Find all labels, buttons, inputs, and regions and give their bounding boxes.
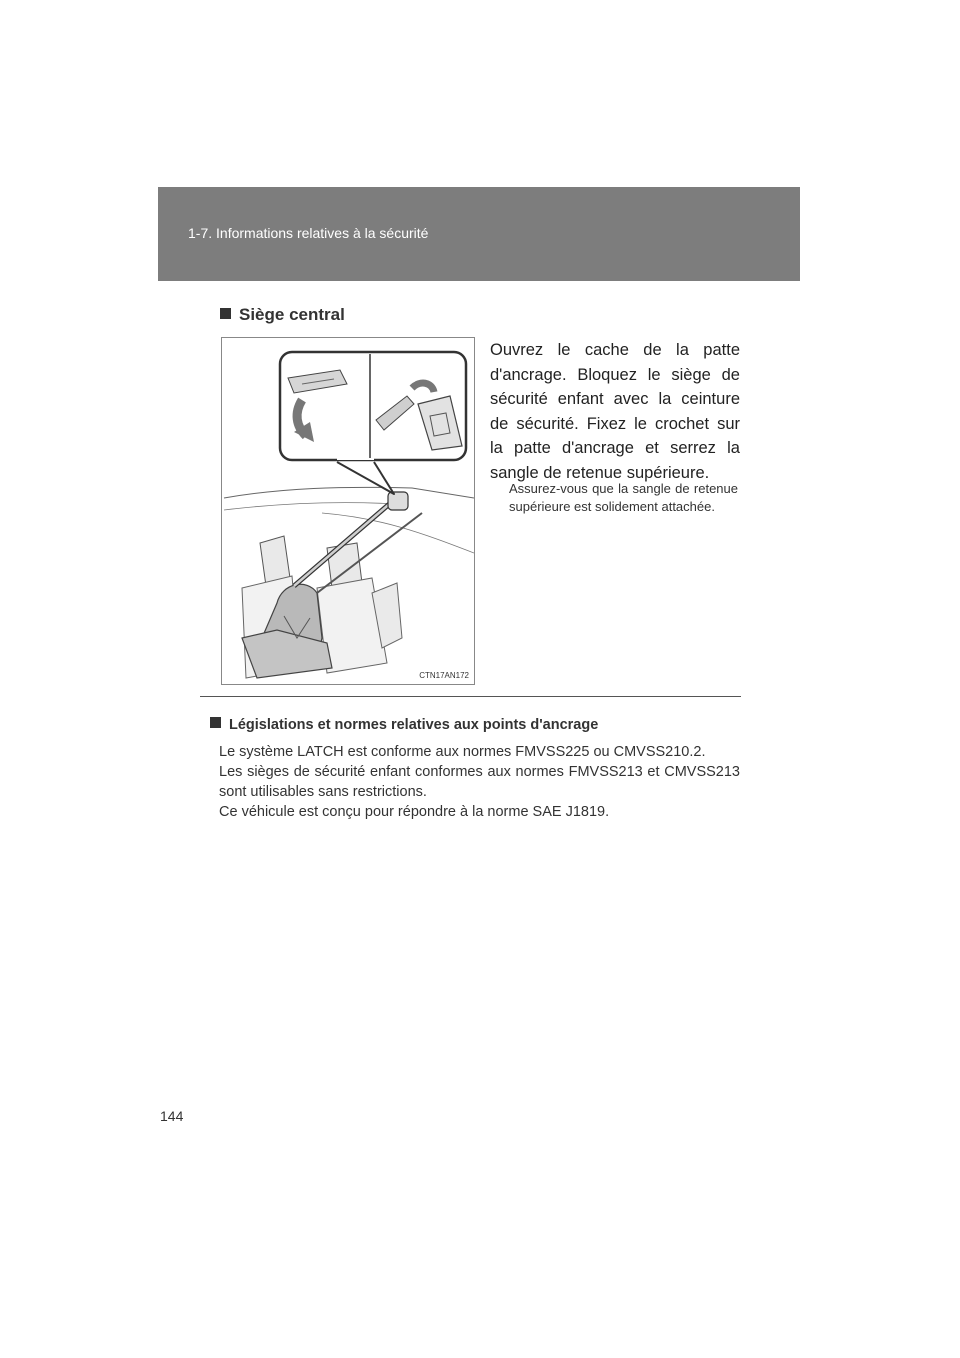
instruction-text: Ouvrez le cache de la patte d'ancrage. Bloquez le siège de sécurité enfant avec la ceinture de sécurité. Fixez le crochet sur la patte d'ancrage et serrez la sangle de retenue supérieure. [490, 341, 740, 482]
regulations-line-2: Les sièges de sécurité enfant conformes aux normes FMVSS213 et CMVSS213 sont utilisables sans restrictions. [219, 764, 740, 800]
regulations-line-1: Le système LATCH est conforme aux normes FMVSS225 ou CMVSS210.2. [219, 744, 706, 760]
section-heading-text: Siège central [239, 305, 345, 324]
square-bullet-icon [220, 308, 231, 319]
page-number: 144 [160, 1108, 184, 1124]
window-line [224, 503, 397, 510]
callout-pointer [337, 462, 394, 494]
regulations-body [219, 742, 740, 822]
regulations-title [210, 717, 598, 733]
regulations-line-3: Ce véhicule est conçu pour répondre à la norme SAE J1819. [219, 804, 610, 820]
section-header [158, 187, 800, 281]
regulations-title-text: Législations et normes relatives aux points d'ancrage [229, 717, 599, 733]
section-divider [200, 696, 741, 697]
anchor-bracket [388, 492, 408, 510]
square-bullet-icon [210, 717, 221, 728]
section-title: 1-7. Informations relatives à la sécurité [188, 225, 429, 241]
figure-code: CTN17AN172 [419, 671, 469, 680]
child-seat-illustration [221, 337, 475, 685]
roof-line [224, 487, 474, 498]
instruction-note: Assurez-vous que la sangle de retenue supérieure est solidement attachée. [509, 481, 738, 514]
section-heading [220, 305, 345, 325]
child-seat-drawing [222, 338, 475, 685]
